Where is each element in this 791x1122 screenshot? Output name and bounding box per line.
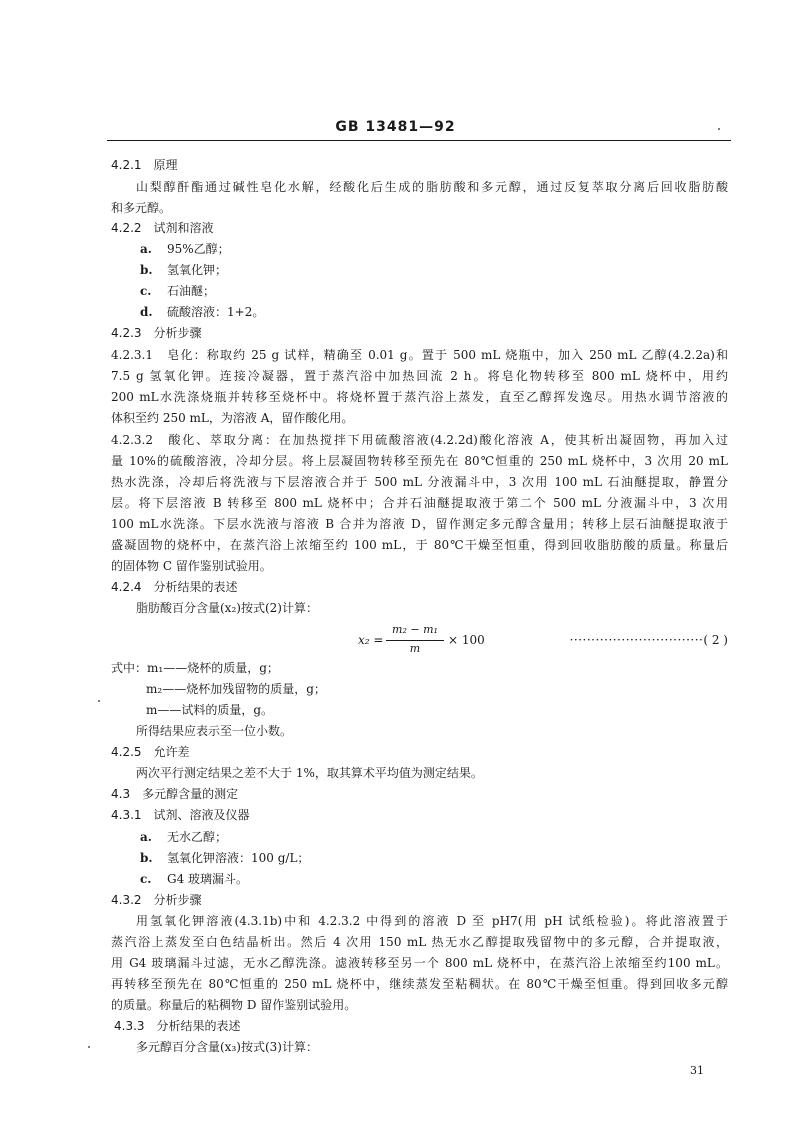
page-number: 31	[690, 1064, 704, 1077]
paragraph-line: 两次平行测定结果之差不大于 1%，取其算术平均值为测定结果。	[136, 766, 483, 780]
item-text: 95%乙醇；	[167, 242, 230, 256]
paragraph-line: 量 10%的硫酸溶液，冷却分层。将上层凝固物转移至预先在 80℃恒重的 250 mL 烧杯中，3 次用 20 mL	[111, 454, 728, 468]
section-4-3-1-heading: 4.3.1 试剂、溶液及仪器	[111, 808, 250, 822]
item-label: b.	[140, 851, 153, 865]
item-text: 氢氧化钾溶液：100 g/L；	[167, 851, 310, 865]
item-text: 石油醚；	[167, 284, 216, 298]
paragraph-line: 200 mL水洗涤烧瓶并转移至烧杯中。将烧杯置于蒸汽浴上蒸发，直至乙醇挥发逸尽。用热水调节溶液的	[111, 390, 728, 404]
section-4-3-2-heading: 4.3.2 分析步骤	[111, 893, 202, 907]
symbol-definition: 式中：m₁——烧杯的质量，g；	[111, 661, 279, 675]
paragraph-line: 4.2.3.1 皂化：称取约 25 g 试样，精确至 0.01 g。置于 500 mL 烧瓶中，加入 250 mL 乙醇(4.2.2a)和	[111, 348, 728, 362]
equation-label: ( 2 )	[703, 633, 728, 647]
paragraph-line: 7.5 g 氢氧化钾。连接冷凝器，置于蒸汽浴中加热回流 2 h。将皂化物转移至 800 mL 烧杯中，用约	[111, 369, 728, 383]
fraction-bar	[386, 640, 444, 641]
paragraph-line: 热水洗涤，冷却后将洗液与下层溶液合并于 500 mL 分液漏斗中，3 次用 100 mL 石油醚提取，静置分	[111, 475, 728, 489]
item-label: c.	[140, 872, 152, 886]
reagent-item	[140, 303, 264, 321]
reagent-item	[140, 240, 230, 258]
item-text: G4 玻璃漏斗。	[167, 872, 249, 886]
formula-intro: 脂肪酸百分含量(x₂)按式(2)计算：	[136, 601, 318, 615]
rounding-note: 所得结果应表示至一位小数。	[136, 724, 293, 738]
item-text: 硫酸溶液：1+2。	[167, 305, 265, 319]
section-4-3-3-heading: 4.3.3 分析结果的表述	[114, 1019, 241, 1033]
section-4-2-4-heading: 4.2.4 分析结果的表述	[111, 580, 238, 594]
section-4-2-5-heading: 4.2.5 允许差	[111, 745, 190, 759]
paragraph-line: 和多元醇。	[111, 201, 172, 215]
formula-denominator: m	[409, 642, 421, 655]
formula-numerator: m₂ − m₁	[392, 623, 438, 636]
paragraph-line: 的质量。称量后的粘稠物 D 留作鉴别试验用。	[111, 998, 357, 1012]
formula-rhs: × 100	[448, 633, 485, 647]
item-label: a.	[140, 242, 152, 256]
symbol-definition: m₂——烧杯加残留物的质量，g；	[146, 682, 326, 696]
paragraph-line: 用 G4 玻璃漏斗过滤，无水乙醇洗涤。滤液转移至另一个 800 mL 烧杯中，在蒸汽浴上浓缩至约100 mL。	[111, 956, 728, 970]
section-4-3-heading: 4.3 多元醇含量的测定	[111, 787, 239, 801]
leader-dots: ·······························	[569, 633, 704, 647]
paragraph-line: 盛凝固物的烧杯中，在蒸汽浴上浓缩至约 100 mL，于 80℃干燥至恒重，得到回收脂肪酸的质量。称量后	[111, 538, 728, 552]
standard-code-header: GB 13481—92	[335, 119, 456, 135]
scan-speck	[88, 1046, 90, 1048]
formula-intro: 多元醇百分含量(x₃)按式(3)计算：	[136, 1040, 318, 1054]
scan-speck	[98, 700, 100, 702]
item-label: c.	[140, 284, 152, 298]
paragraph-line: 4.2.3.2 酸化、萃取分离：在加热搅拌下用硫酸溶液(4.2.2d)酸化溶液 A，使其析出凝固物，再加入过	[111, 433, 728, 447]
paragraph-line: 再转移至预先在 80℃恒重的 250 mL 烧杯中，继续蒸发至粘稠状。在 80℃干燥至恒重。得到回收多元醇	[111, 977, 728, 991]
scan-speck	[718, 128, 720, 130]
section-4-2-2-heading: 4.2.2 试剂和溶液	[111, 221, 214, 235]
reagent-item	[140, 849, 309, 867]
paragraph-line: 层。将下层溶液 B 转移至 800 mL 烧杯中；合并石油醚提取液于第二个 500 mL 分液漏斗中，3 次用	[111, 496, 728, 510]
formula-lhs: x₂ =	[358, 633, 384, 647]
item-label: b.	[140, 263, 153, 277]
reagent-item	[140, 870, 248, 888]
section-4-2-3-heading: 4.2.3 分析步骤	[111, 326, 202, 340]
reagent-item	[140, 828, 227, 846]
item-text: 无水乙醇；	[167, 830, 228, 844]
item-label: d.	[140, 305, 153, 319]
paragraph-line: 体积至约 250 mL，为溶液 A，留作酸化用。	[111, 411, 354, 425]
paragraph-line: 山梨醇酐酯通过碱性皂化水解，经酸化后生成的脂肪酸和多元醇，通过反复萃取分离后回收脂肪酸	[136, 180, 728, 194]
reagent-item	[140, 261, 227, 279]
equation-number	[561, 631, 728, 649]
paragraph-line: 用氢氧化钾溶液(4.3.1b)中和 4.2.3.2 中得到的溶液 D 至 pH7(用 pH 试纸检验)。将此溶液置于	[136, 914, 728, 928]
symbol-definition: m——试料的质量，g。	[146, 703, 274, 717]
item-text: 氢氧化钾；	[167, 263, 228, 277]
reagent-item	[140, 282, 215, 300]
header-rule	[107, 140, 731, 141]
item-label: a.	[140, 830, 152, 844]
paragraph-line: 蒸汽浴上蒸发至白色结晶析出。然后 4 次用 150 mL 热无水乙醇提取残留物中的多元醇，合并提取液，	[111, 935, 728, 949]
paragraph-line: 的固体物 C 留作鉴别试验用。	[111, 559, 272, 573]
section-4-2-1-heading: 4.2.1 原理	[111, 158, 178, 172]
paragraph-line: 100 mL水洗涤。下层水洗液与溶液 B 合并为溶液 D，留作测定多元醇含量用；转移上层石油醚提取液于	[111, 517, 728, 531]
